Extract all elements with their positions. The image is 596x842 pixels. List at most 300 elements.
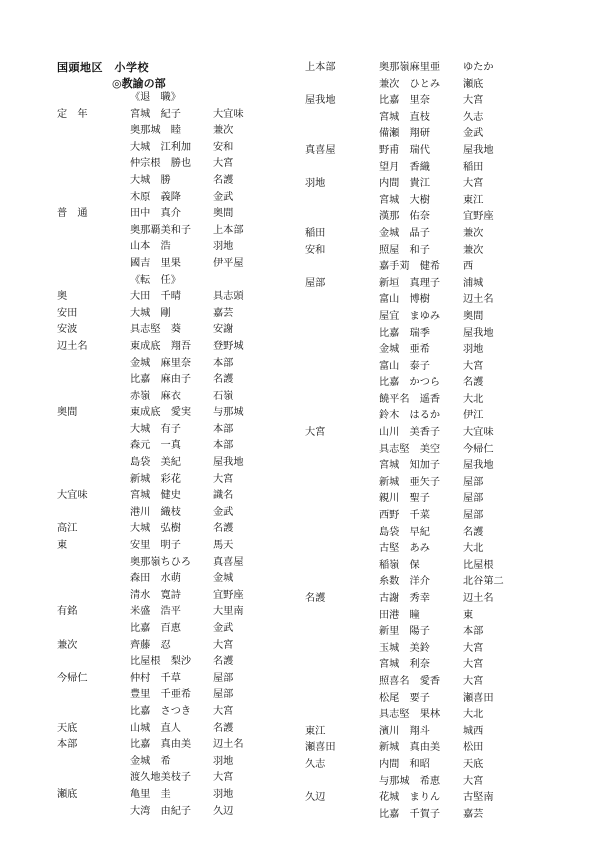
origin-school: 名護 xyxy=(213,174,234,186)
list-item xyxy=(57,190,307,207)
list-item xyxy=(57,372,307,389)
teacher-name: 大城 勝 xyxy=(130,174,171,186)
list-item xyxy=(57,538,307,555)
teacher-name: 奥那城 睦 xyxy=(130,125,181,137)
list-item xyxy=(57,770,307,787)
teacher-name: 比屋根 梨沙 xyxy=(130,656,192,668)
teacher-name: 野甫 瑞代 xyxy=(379,144,430,156)
list-item xyxy=(57,239,307,256)
origin-school: 大里南 xyxy=(213,606,244,618)
teacher-name: 内間 和昭 xyxy=(379,758,430,770)
origin-school: 本部 xyxy=(463,626,484,638)
teacher-name: 玉城 美鈴 xyxy=(379,642,430,654)
origin-school: 屋部 xyxy=(463,476,484,488)
list-item xyxy=(57,256,307,273)
school-name: 屋部 xyxy=(305,277,326,289)
list-item xyxy=(305,740,550,757)
origin-school: 羽地 xyxy=(213,788,234,800)
list-item xyxy=(305,392,550,409)
school-name: 普 通 xyxy=(57,208,88,220)
origin-school: 大宮 xyxy=(463,178,484,190)
teacher-name: 備瀬 翔研 xyxy=(379,128,430,140)
origin-school: 石嶺 xyxy=(213,390,234,402)
origin-school: 古堅南 xyxy=(463,792,494,804)
teacher-name: 島袋 早紀 xyxy=(379,526,430,538)
list-item xyxy=(57,638,307,655)
origin-school: 本部 xyxy=(213,440,234,452)
school-name: 大宜味 xyxy=(57,490,88,502)
school-name: 本部 xyxy=(57,739,78,751)
teacher-name: 嘉手苅 健希 xyxy=(379,261,441,273)
list-item xyxy=(57,306,307,323)
teacher-name: 金城 希 xyxy=(130,755,171,767)
teacher-name: 照喜名 愛香 xyxy=(379,675,441,687)
list-item xyxy=(57,737,307,754)
list-item xyxy=(305,193,550,210)
teacher-name: 木原 義降 xyxy=(130,191,181,203)
list-item xyxy=(305,292,550,309)
origin-school: 兼次 xyxy=(463,227,484,239)
list-item xyxy=(57,438,307,455)
school-name: 瀬喜田 xyxy=(305,742,336,754)
list-item xyxy=(57,654,307,671)
teacher-name: 金城 亜希 xyxy=(379,344,430,356)
teacher-name: 松尾 要子 xyxy=(379,692,430,704)
list-item xyxy=(305,110,550,127)
list-item xyxy=(305,209,550,226)
origin-school: 大宮 xyxy=(463,775,484,787)
list-item xyxy=(305,491,550,508)
origin-school: 識名 xyxy=(213,490,234,502)
list-item xyxy=(57,687,307,704)
school-name: 奥間 xyxy=(57,407,78,419)
origin-school: 具志頭 xyxy=(213,291,244,303)
origin-school: 屋部 xyxy=(213,689,234,701)
teacher-name: 花城 まりん xyxy=(379,792,441,804)
list-item xyxy=(305,608,550,625)
list-item xyxy=(305,724,550,741)
list-item xyxy=(57,472,307,489)
right-column xyxy=(305,60,550,823)
section-heading xyxy=(57,90,307,107)
teacher-name: 米盛 浩平 xyxy=(130,606,181,618)
teacher-name: 兼次 ひとみ xyxy=(379,78,441,90)
origin-school: 大北 xyxy=(463,709,484,721)
document-subtitle: ◎教諭の部 xyxy=(112,77,166,90)
teacher-name: 大城 有子 xyxy=(130,423,181,435)
origin-school: 奥間 xyxy=(213,208,234,220)
teacher-name: 具志堅 果林 xyxy=(379,709,441,721)
list-item xyxy=(305,60,550,77)
origin-school: 上本部 xyxy=(213,224,244,236)
teacher-name: 大城 江利加 xyxy=(130,141,192,153)
origin-school: 比屋根 xyxy=(463,559,494,571)
list-item xyxy=(305,657,550,674)
document-title: 国頭地区 小学校 xyxy=(57,61,149,74)
list-item xyxy=(57,156,307,173)
teacher-name: 宮城 紀子 xyxy=(130,108,181,120)
list-item xyxy=(57,405,307,422)
teacher-name: 新城 亜矢子 xyxy=(379,476,441,488)
origin-school: 屋我地 xyxy=(463,460,494,472)
list-item xyxy=(305,790,550,807)
origin-school: 辺土名 xyxy=(463,294,494,306)
origin-school: 金城 xyxy=(213,573,234,585)
teacher-name: 富山 泰子 xyxy=(379,360,430,372)
section-label: 《転 任》 xyxy=(130,274,181,286)
origin-school: 金武 xyxy=(463,128,484,140)
list-item xyxy=(305,143,550,160)
school-name: 今帰仁 xyxy=(57,672,88,684)
origin-school: 金武 xyxy=(213,623,234,634)
origin-school: 安謝 xyxy=(213,324,234,336)
list-item xyxy=(57,356,307,373)
origin-school: 与那城 xyxy=(213,407,244,419)
teacher-name: 島袋 美紀 xyxy=(130,457,181,469)
school-name: 久志 xyxy=(305,758,326,770)
origin-school: 嘉芸 xyxy=(213,307,234,319)
school-name: 東江 xyxy=(305,725,326,737)
list-item xyxy=(305,176,550,193)
origin-school: 大宮 xyxy=(213,705,234,717)
list-item xyxy=(305,558,550,575)
list-item xyxy=(305,226,550,243)
teacher-name: 奥那覇美和子 xyxy=(130,224,192,236)
teacher-name: 比嘉 瑞季 xyxy=(379,327,430,339)
teacher-name: 宮城 健史 xyxy=(130,490,181,502)
origin-school: 宜野座 xyxy=(463,211,494,223)
teacher-name: 糸数 洋介 xyxy=(379,576,430,588)
school-name: 名護 xyxy=(305,593,326,604)
teacher-name: 宮城 知加子 xyxy=(379,460,441,472)
origin-school: 屋我地 xyxy=(213,457,244,469)
origin-school: 天底 xyxy=(463,758,484,770)
origin-school: 辺土名 xyxy=(463,593,494,604)
list-item xyxy=(57,621,307,638)
teacher-name: 田中 真介 xyxy=(130,208,181,220)
teacher-name: 大湾 由紀子 xyxy=(130,805,192,817)
teacher-name: 比嘉 真由美 xyxy=(130,739,192,751)
teacher-name: 屋宜 まゆみ xyxy=(379,310,441,322)
teacher-name: 東成底 翔吾 xyxy=(130,340,192,352)
list-item xyxy=(57,787,307,804)
list-item xyxy=(305,624,550,641)
origin-school: 羽地 xyxy=(463,344,484,356)
teacher-name: 森田 水萌 xyxy=(130,573,181,585)
origin-school: 屋部 xyxy=(463,510,484,522)
list-item xyxy=(57,289,307,306)
origin-school: 城西 xyxy=(463,725,484,737)
list-item xyxy=(305,342,550,359)
list-item xyxy=(305,541,550,558)
list-item xyxy=(57,754,307,771)
origin-school: 兼次 xyxy=(463,244,484,256)
list-item xyxy=(305,707,550,724)
teacher-name: 宮城 大樹 xyxy=(379,194,430,206)
teacher-name: 具志堅 葵 xyxy=(130,324,181,336)
teacher-name: 与那城 希恵 xyxy=(379,775,441,787)
teacher-name: 清水 寛詩 xyxy=(130,589,181,601)
teacher-name: 古謝 秀幸 xyxy=(379,593,430,604)
origin-school: 東江 xyxy=(463,194,484,206)
list-item xyxy=(305,126,550,143)
origin-school: 大北 xyxy=(463,543,484,555)
list-item xyxy=(305,525,550,542)
section-heading xyxy=(57,273,307,290)
teacher-name: 比嘉 千賀子 xyxy=(379,808,441,820)
teacher-name: 仲村 千草 xyxy=(130,672,181,684)
list-item xyxy=(305,574,550,591)
school-name: 真喜屋 xyxy=(305,144,336,156)
origin-school: 大北 xyxy=(463,393,484,405)
teacher-name: 親川 聖子 xyxy=(379,493,430,505)
origin-school: 名護 xyxy=(463,377,484,389)
teacher-name: 東成底 愛実 xyxy=(130,407,192,419)
school-name: 安和 xyxy=(305,244,326,256)
origin-school: 伊江 xyxy=(463,410,484,422)
origin-school: 屋我地 xyxy=(463,327,494,339)
teacher-name: 比嘉 麻由子 xyxy=(130,374,192,386)
teacher-name: 山本 浩 xyxy=(130,241,171,253)
origin-school: 羽地 xyxy=(213,755,234,767)
list-item xyxy=(57,206,307,223)
list-item xyxy=(305,458,550,475)
list-item xyxy=(57,704,307,721)
origin-school: 宜野座 xyxy=(213,589,244,601)
list-item xyxy=(57,804,307,821)
school-name: 大宮 xyxy=(305,427,326,439)
list-item xyxy=(305,691,550,708)
origin-school: 本部 xyxy=(213,423,234,435)
origin-school: 大宮 xyxy=(463,659,484,671)
teacher-name: 宮城 直枝 xyxy=(379,111,430,123)
teacher-name: 新城 彩花 xyxy=(130,473,181,485)
origin-school: 大宜味 xyxy=(213,108,244,120)
list-item xyxy=(305,259,550,276)
teacher-name: 饒平名 遥香 xyxy=(379,393,441,405)
teacher-name: 齊藤 忍 xyxy=(130,639,171,651)
teacher-name: 大城 弘樹 xyxy=(130,523,181,535)
origin-school: 屋部 xyxy=(463,493,484,505)
origin-school: 登野城 xyxy=(213,340,244,352)
list-item xyxy=(57,521,307,538)
list-item xyxy=(57,173,307,190)
school-name: 定 年 xyxy=(57,108,88,120)
origin-school: 大宜味 xyxy=(463,427,494,439)
origin-school: 今帰仁 xyxy=(463,443,494,455)
list-item xyxy=(305,674,550,691)
teacher-name: 古堅 あみ xyxy=(379,543,430,555)
teacher-name: 比嘉 さつき xyxy=(130,705,192,717)
teacher-name: 比嘉 里奈 xyxy=(379,95,430,107)
list-item xyxy=(305,77,550,94)
teacher-name: 新里 陽子 xyxy=(379,626,430,638)
origin-school: 大宮 xyxy=(463,642,484,654)
origin-school: 松田 xyxy=(463,742,484,754)
teacher-name: 照屋 和子 xyxy=(379,244,430,256)
school-name: 辺土名 xyxy=(57,340,88,352)
list-item xyxy=(57,140,307,157)
school-name: 安田 xyxy=(57,307,78,319)
origin-school: 久志 xyxy=(463,111,484,123)
list-item xyxy=(305,641,550,658)
school-name: 久辺 xyxy=(305,792,326,804)
school-name: 奥 xyxy=(57,291,68,303)
teacher-name: 漢那 佑奈 xyxy=(379,211,430,223)
teacher-name: 富山 博樹 xyxy=(379,294,430,306)
origin-school: 東 xyxy=(463,609,474,621)
teacher-name: 具志堅 美空 xyxy=(379,443,441,455)
list-item xyxy=(305,309,550,326)
school-name: 東 xyxy=(57,540,68,552)
teacher-name: 望月 香織 xyxy=(379,161,430,173)
teacher-name: 渡久地美枝子 xyxy=(130,772,192,784)
origin-school: 名護 xyxy=(213,656,234,668)
teacher-name: 仲宗根 勝也 xyxy=(130,158,192,170)
teacher-name: 奥那嶺麻里亜 xyxy=(379,62,441,73)
school-name: 瀬底 xyxy=(57,788,78,800)
list-item xyxy=(305,408,550,425)
school-name: 安波 xyxy=(57,324,78,336)
school-name: 稲田 xyxy=(305,227,326,239)
school-name: 上本部 xyxy=(305,62,336,73)
list-item xyxy=(305,326,550,343)
list-item xyxy=(57,588,307,605)
school-name: 兼次 xyxy=(57,639,78,651)
origin-school: 名護 xyxy=(463,526,484,538)
school-name: 屋我地 xyxy=(305,95,336,107)
teacher-name: 森元 一真 xyxy=(130,440,181,452)
list-item xyxy=(305,757,550,774)
list-item xyxy=(57,671,307,688)
list-item xyxy=(57,505,307,522)
origin-school: 辺土名 xyxy=(213,739,244,751)
origin-school: 大宮 xyxy=(213,772,234,784)
teacher-name: 比嘉 かつら xyxy=(379,377,441,389)
list-item xyxy=(305,160,550,177)
origin-school: 本部 xyxy=(213,357,234,369)
origin-school: 安和 xyxy=(213,141,234,153)
origin-school: 久辺 xyxy=(213,805,234,817)
school-name: 羽地 xyxy=(305,178,326,190)
origin-school: 名護 xyxy=(213,374,234,386)
list-item xyxy=(57,107,307,124)
list-item xyxy=(57,555,307,572)
teacher-name: 濱川 翔斗 xyxy=(379,725,430,737)
list-item xyxy=(57,571,307,588)
origin-school: 瀬底 xyxy=(463,78,484,90)
origin-school: 西 xyxy=(463,261,474,273)
list-item xyxy=(305,807,550,824)
list-item xyxy=(305,359,550,376)
origin-school: 稲田 xyxy=(463,161,484,173)
origin-school: 瀬喜田 xyxy=(463,692,494,704)
origin-school: 伊平屋 xyxy=(213,257,244,269)
list-item xyxy=(57,123,307,140)
origin-school: 浦城 xyxy=(463,277,484,289)
origin-school: 大宮 xyxy=(463,95,484,107)
origin-school: 真喜屋 xyxy=(213,556,244,568)
teacher-name: 豊里 千亜希 xyxy=(130,689,192,701)
list-item xyxy=(305,375,550,392)
section-label: 《退 職》 xyxy=(130,92,181,103)
teacher-name: 西野 千菜 xyxy=(379,510,430,522)
origin-school: 兼次 xyxy=(213,125,234,137)
origin-school: 大宮 xyxy=(463,675,484,687)
list-item xyxy=(57,223,307,240)
teacher-name: 大田 千晴 xyxy=(130,291,181,303)
list-item xyxy=(305,591,550,608)
teacher-name: 亀里 圭 xyxy=(130,788,171,800)
teacher-name: 比嘉 百恵 xyxy=(130,623,181,634)
teacher-name: 田港 瞳 xyxy=(379,609,420,621)
list-item xyxy=(305,243,550,260)
origin-school: 屋我地 xyxy=(463,144,494,156)
teacher-name: 金城 麻里奈 xyxy=(130,357,192,369)
list-item xyxy=(57,322,307,339)
school-name: 高江 xyxy=(57,523,78,535)
origin-school: 名護 xyxy=(213,523,234,535)
teacher-name: 内間 貴江 xyxy=(379,178,430,190)
list-item xyxy=(305,93,550,110)
list-item xyxy=(57,455,307,472)
teacher-name: 港川 織枝 xyxy=(130,506,181,518)
list-item xyxy=(305,276,550,293)
list-item xyxy=(305,442,550,459)
origin-school: ゆたか xyxy=(463,62,494,73)
school-name: 天底 xyxy=(57,722,78,734)
list-item xyxy=(305,425,550,442)
teacher-name: 新垣 真理子 xyxy=(379,277,441,289)
list-item xyxy=(305,508,550,525)
origin-school: 北谷第二 xyxy=(463,576,504,588)
list-item xyxy=(305,774,550,791)
list-item xyxy=(57,721,307,738)
origin-school: 金武 xyxy=(213,191,234,203)
teacher-name: 宮城 利奈 xyxy=(379,659,430,671)
origin-school: 馬天 xyxy=(213,540,234,552)
teacher-name: 奥那嶺ちひろ xyxy=(130,556,192,568)
origin-school: 屋部 xyxy=(213,672,234,684)
origin-school: 羽地 xyxy=(213,241,234,253)
origin-school: 大宮 xyxy=(463,360,484,372)
teacher-name: 赤嶺 麻衣 xyxy=(130,390,181,402)
origin-school: 大宮 xyxy=(213,473,234,485)
list-item xyxy=(305,475,550,492)
list-item xyxy=(57,339,307,356)
teacher-name: 國吉 里果 xyxy=(130,257,181,269)
list-item xyxy=(57,488,307,505)
origin-school: 奥間 xyxy=(463,310,484,322)
teacher-name: 新城 真由美 xyxy=(379,742,441,754)
teacher-name: 大城 剛 xyxy=(130,307,171,319)
list-item xyxy=(57,389,307,406)
origin-school: 金武 xyxy=(213,506,234,518)
list-item xyxy=(57,604,307,621)
left-column xyxy=(57,90,307,820)
teacher-name: 鈴木 はるか xyxy=(379,410,441,422)
teacher-name: 山川 美香子 xyxy=(379,427,441,439)
origin-school: 大宮 xyxy=(213,639,234,651)
origin-school: 大宮 xyxy=(213,158,234,170)
teacher-name: 安里 明子 xyxy=(130,540,181,552)
teacher-name: 稲嶺 保 xyxy=(379,559,420,571)
origin-school: 嘉芸 xyxy=(463,808,484,820)
origin-school: 名護 xyxy=(213,722,234,734)
list-item xyxy=(57,422,307,439)
school-name: 有銘 xyxy=(57,606,78,618)
teacher-name: 山城 直人 xyxy=(130,722,181,734)
